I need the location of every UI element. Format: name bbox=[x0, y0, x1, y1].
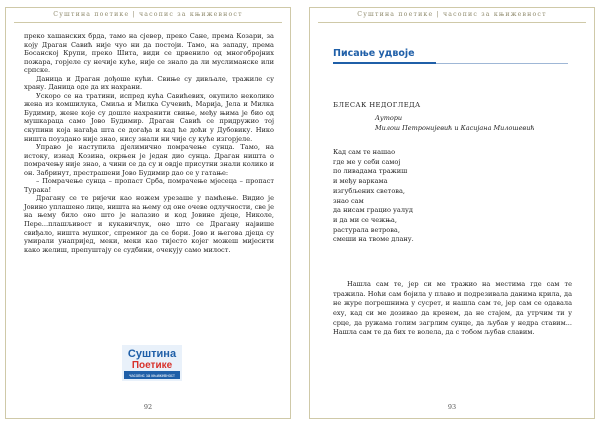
poem-line: смеши на твоме длану. bbox=[333, 235, 414, 244]
poem-line: знао сам bbox=[333, 196, 364, 205]
prose-block bbox=[333, 280, 572, 338]
logo-line1: Суштина bbox=[127, 348, 177, 360]
running-header: Суштина поетике | часопис за књижевност bbox=[53, 11, 243, 18]
paragraph: Ускоро се на тратини, испред кућа Савићевих, окупило неколико жена из комшилука, Смиља и Милка Сучевић, Марија, Јела и Милка Будимир, жене које су дошле нахранити свиње, међу њима је био од мушкараца само Јово Будимир. Драган Савић се придружио тој скупини која нагађа шта се догађа и кад ће доћи у Дубовику. Нико ништа поуздано није знао, нису знали ни чије су куће изгорјеле. bbox=[24, 91, 274, 143]
authors-label: Аутори bbox=[375, 114, 403, 122]
section-rule bbox=[333, 62, 436, 64]
poem-line: да нисам грацио уалуд bbox=[333, 206, 413, 215]
header-rule bbox=[14, 22, 282, 23]
section-rule-thin bbox=[436, 63, 568, 64]
poem-line: по ливадама тражиш bbox=[333, 167, 408, 176]
poem-line: и да ми се чежња, bbox=[333, 215, 397, 224]
poem-line: где ме у себи самој bbox=[333, 157, 401, 166]
poem-line: Кад сам те нашао bbox=[333, 148, 396, 156]
page-number: 93 bbox=[447, 403, 457, 411]
paragraph: – Помрачење сунца – пропаст Срба, помрачење мјесеца – пропаст Турака! bbox=[24, 177, 274, 194]
running-header: Суштина поетике | часопис за књижевност bbox=[357, 11, 547, 18]
logo-tagline: часопис за књижевност bbox=[129, 373, 175, 378]
left-page bbox=[5, 7, 291, 419]
paragraph: Даница и Драган дођоше кући. Свиње су дивљале, тражиле су храну. Даница оде да их нахрани. bbox=[24, 74, 274, 92]
section-title: Писање удвоје bbox=[333, 48, 415, 59]
poem-line: и међу варкама bbox=[333, 177, 388, 186]
paragraph: Драгану се те ријечи као ножем урезаше у памћење. Видио је Јовино уплашено лице, ништа на њему од оне очеве одлучности, све је на њему било оно што је налазио и код Јовине дјеце, Николе, Пере...плашљивост и кукавичлук, оно што се Драгану највише свиђало, ништа мушког, спремног да се бори. Јово и његова дјеца су умирали унапријед, меки, меки као тијесто којег можеш мијесити како желиш, препуштају се судбини, очекују само милост. bbox=[24, 194, 274, 254]
logo-line2: Поетике bbox=[131, 360, 173, 371]
poem bbox=[333, 148, 414, 245]
page-number: 92 bbox=[143, 403, 153, 411]
story-title: БЛЕСАК НЕДОГЛЕДА bbox=[333, 101, 421, 109]
left-page-text bbox=[24, 32, 274, 254]
paragraph: преко хашанских брда, тамо на сјевер, преко Сане, према Козари, за коју Драган Савић није чуо ни да постоји. Тамо, на западу, према Босанској Крупи, преко Шита, види се црвенило од многобројних пожара, горјеле су нечије куће, није се знало да ли муслиманске или српске. bbox=[24, 32, 274, 75]
authors-names: Милош Петронијевић и Касијана Милошевић bbox=[375, 123, 535, 132]
paragraph: Нашла сам те, јер си ме тражио на местима где сам те тражила. Ноћи сам бојила у плаво и подрезивала данима крила, да не журе погрешнима у сусрет, и нашла сам те, јер сам се одавала еху, кад си ме дозивао да кренем, да не стајем, да утрчим ти у срце, да ружама голим загрлим сунце, да љубав у недра ставим... Нашла сам те да бих те волела, да с тобом љубав славим. bbox=[333, 280, 572, 337]
right-page bbox=[309, 7, 595, 419]
poem-line: растурала ветрова, bbox=[333, 225, 400, 234]
header-rule bbox=[318, 22, 586, 23]
poem-line: изгубљених светова, bbox=[333, 186, 406, 195]
magazine-logo bbox=[122, 345, 182, 381]
authors-block bbox=[375, 114, 535, 133]
paragraph: Управо је наступила дјелимично помрачење сунца. Тамо, на истоку, изнад Козина, окрњен је један дио сунца. Драган ништа о помрачењу није знао, а чини се да су и овдје присутни знали колико и он. Забринут, престрашени Јово Будимир дао се у гатање: bbox=[24, 143, 274, 177]
